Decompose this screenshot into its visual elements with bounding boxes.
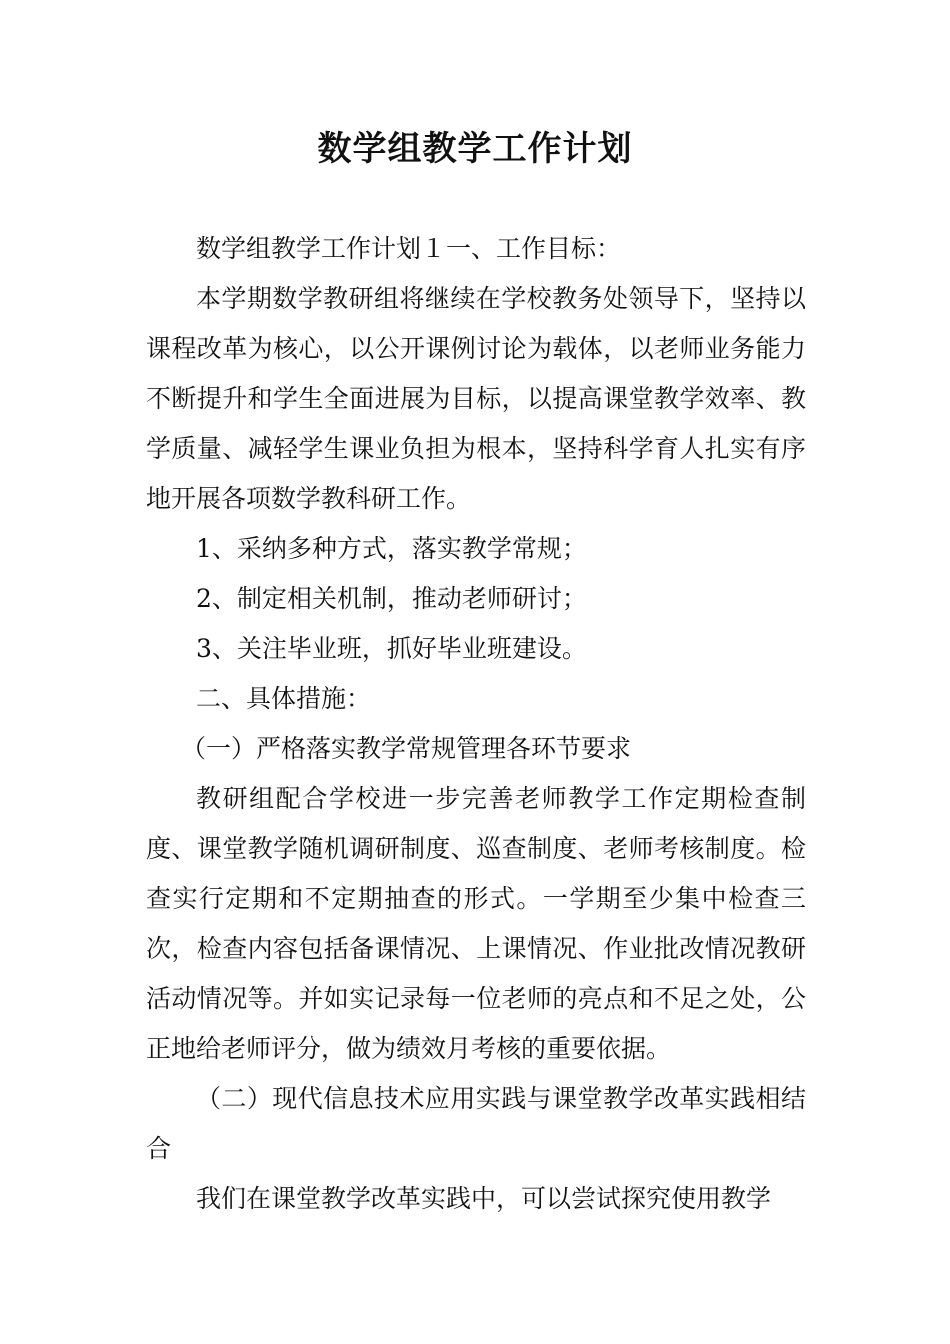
list-item-goal-3: 3、关注毕业班，抓好毕业班建设。 <box>196 634 587 663</box>
document-body <box>146 224 806 1224</box>
list-item-goal-2: 2、制定相关机制，推动老师研讨； <box>196 584 587 613</box>
paragraph-goal-description: 本学期数学教研组将继续在学校教务处领导下，坚持以课程改革为核心，以公开课例讨论为载体，以老师业务能力不断提升和学生全面进展为目标，以提高课堂教学效率、教学质量、减轻学生课业负担为根本，坚持科学育人扎实有序地开展各项数学教科研工作。 <box>146 284 806 513</box>
paragraph-routine-management: 教研组配合学校进一步完善老师教学工作定期检查制度、课堂教学随机调研制度、巡查制度、老师考核制度。检查实行定期和不定期抽查的形式。一学期至少集中检查三次，检查内容包括备课情况、上课情况、作业批改情况教研活动情况等。并如实记录每一位老师的亮点和不足之处，公正地给老师评分，做为绩效月考核的重要依据。 <box>146 784 806 1063</box>
subsection-heading-1: （一）严格落实教学常规管理各环节要求 <box>181 734 632 763</box>
section-heading-measures: 二、具体措施： <box>196 684 372 713</box>
subsection-heading-2: （二）现代信息技术应用实践与课堂教学改革实践相结合 <box>146 1084 806 1163</box>
paragraph-intro-heading: 数学组教学工作计划１一、工作目标： <box>196 234 622 263</box>
paragraph-reform-practice: 我们在课堂教学改革实践中，可以尝试探究使用教学 <box>196 1184 772 1213</box>
document-title: 数学组教学工作计划 <box>317 129 633 169</box>
list-item-goal-1: 1、采纳多种方式，落实教学常规； <box>196 534 587 563</box>
